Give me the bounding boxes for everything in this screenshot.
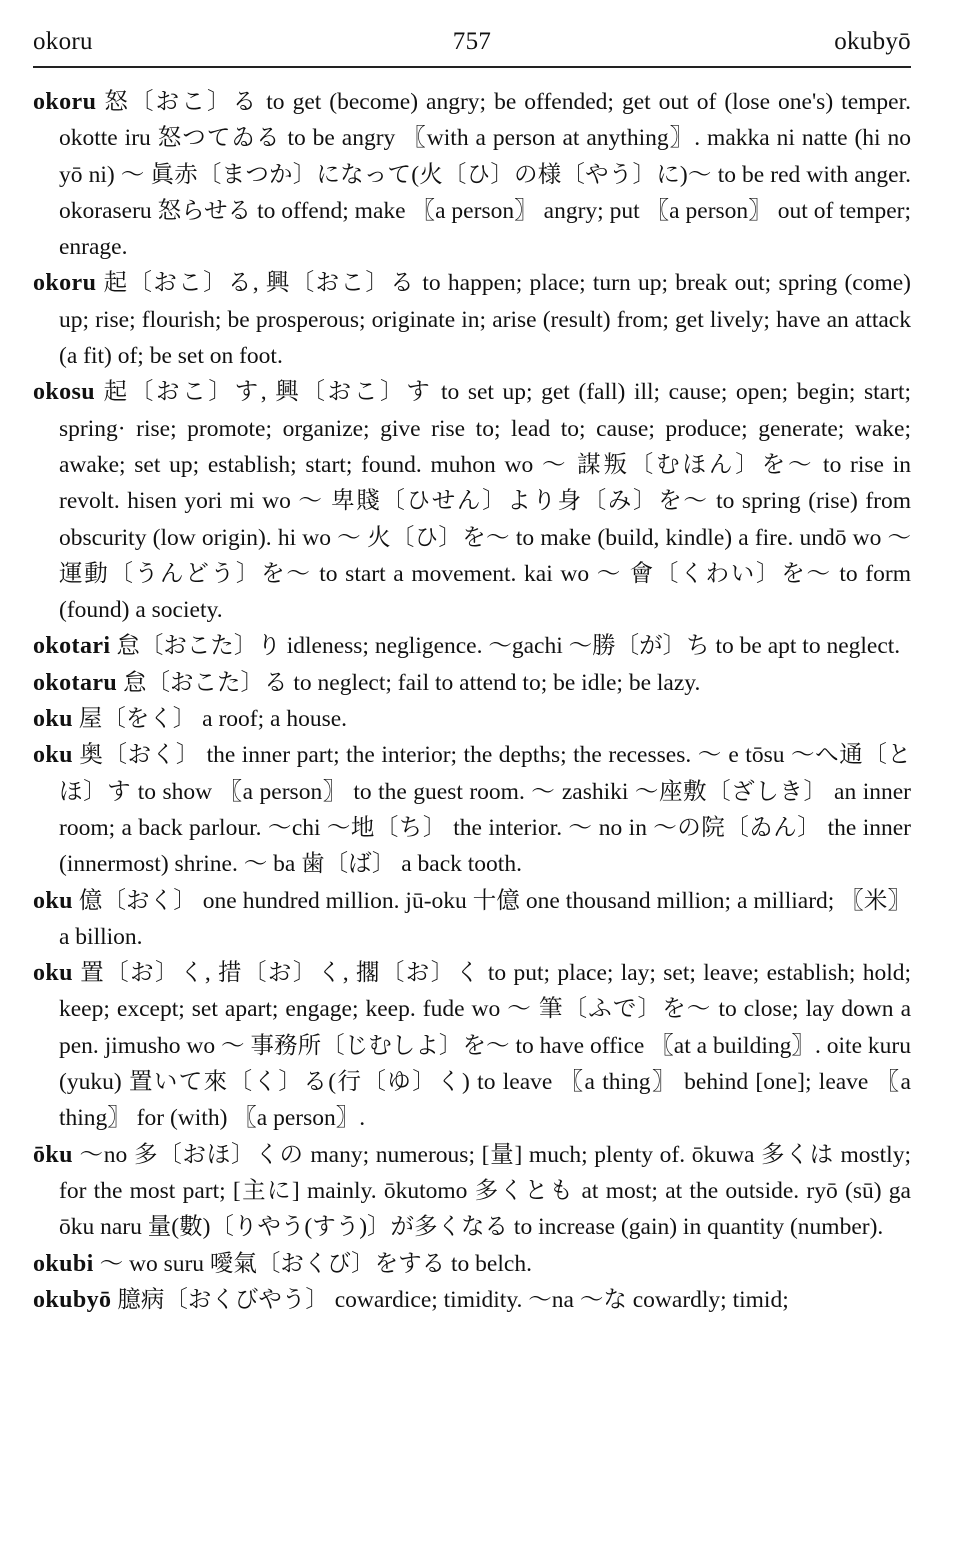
header-guide-word-left: okoru: [33, 28, 93, 55]
entry-definition: 怠〔おこた〕る to neglect; fail to attend to; be idle; be lazy.: [117, 669, 701, 696]
dictionary-entry: [33, 883, 911, 956]
dictionary-entry: [33, 1246, 911, 1282]
headword: okubyō: [33, 1286, 112, 1313]
headword: okotari: [33, 633, 111, 660]
entry-definition: 置〔お〕く, 措〔お〕く, 擱〔お〕く to put; place; lay; set; leave; establish; hold; keep; except; set apart; engage; keep. fude wo ～ 筆〔ふで〕を～ to close; lay down a pen. jimusho wo ～ 事務所〔じむしよ〕を～ to have office 〖at a building〗. oite kuru (yuku) 置いて來〔く〕る(行〔ゆ〕く) to leave 〖a thing〗 behind [one]; leave 〖a thing〗 for (with) 〖a person〗.: [59, 960, 911, 1132]
headword: okoru: [33, 89, 97, 115]
entry-definition: 起〔おこ〕る, 興〔おこ〕る to happen; place; turn up; break out; spring (come) up; rise; flourish; be prosperous; originate in; arise (result) from; get lively; have an attack (a fit) of; be set on foot.: [59, 270, 911, 370]
entry-definition: 怒〔おこ〕る to get (become) angry; be offended; get out of (lose one's) temper. okotte iru 怒つてゐる to be angry 〖with a person at anything〗. makka ni natte (hi no yō ni) ～ 眞赤〔まつか〕になって(火〔ひ〕の様〔やう〕に)～ to be red with anger. okoraseru 怒らせる to offend; make 〖a person〗 angry; put 〖a person〗 out of temper; enrage.: [59, 89, 911, 261]
headword: oku: [33, 960, 73, 987]
headword: okoru: [33, 270, 97, 297]
headword: oku: [33, 887, 73, 914]
dictionary-entry: [33, 737, 911, 882]
dictionary-entry: [33, 265, 911, 374]
entry-definition: 怠〔おこた〕り idleness; negligence. ～gachi ～勝〔が〕ち to be apt to neglect.: [110, 633, 901, 660]
dictionary-entry: [33, 701, 911, 737]
headword: oku: [33, 742, 73, 769]
dictionary-entry: [33, 84, 911, 265]
entry-definition: 起〔おこ〕す, 興〔おこ〕す to set up; get (fall) ill; cause; open; begin; start; spring· rise; promote; organize; give rise to; lead to; cause; produce; generate; wake; awake; set up; establish; start; found. muhon wo ～ 謀叛〔むほん〕を～ to rise in revolt. hisen yori mi wo ～ 卑賤〔ひせん〕より身〔み〕を～ to spring (rise) from obscurity (low origin). hi wo ～ 火〔ひ〕を～ to make (build, kindle) a fire. undō wo ～ 運動〔うんどう〕を～ to start a movement. kai wo ～ 會〔くわい〕を～ to form (found) a society.: [59, 379, 911, 624]
entry-definition: 屋〔をく〕 a roof; a house.: [72, 706, 348, 733]
entry-definition: 奥〔おく〕 the inner part; the interior; the depths; the recesses. ～ e tōsu ～へ通〔とほ〕す to show 〖a person〗 to the guest room. ～ zashiki ～座敷〔ざしき〕 an inner room; a back parlour. ～chi ～地〔ち〕 the interior. ～ no in ～の院〔ゐん〕 the inner (innermost) shrine. ～ ba 歯〔ば〕 a back tooth.: [59, 742, 911, 878]
header-rule: [33, 66, 911, 68]
page-header: [33, 28, 911, 64]
headword: okosu: [33, 379, 96, 406]
dictionary-entry: [33, 628, 911, 664]
page-number: 757: [452, 28, 492, 55]
headword: okotaru: [33, 669, 118, 696]
entry-definition: 臆病〔おくびやう〕 cowardice; timidity. ～na ～な cowardly; timid;: [111, 1286, 789, 1313]
dictionary-entry: [33, 1137, 911, 1246]
entry-definition: 億〔おく〕 one hundred million. jū-oku 十億 one thousand million; a milliard; 〖米〗 a billion.: [59, 887, 911, 950]
dictionary-entry: [33, 1282, 911, 1318]
headword: okubi: [33, 1250, 94, 1277]
entry-definition: ～no 多〔おほ〕くの many; numerous; [量] much; plenty of. ōkuwa 多くは mostly; for the most part; [主に] mainly. ōkutomo 多くとも at most; at the outside. ryō (sū) ga ōku naru 量(數)〔りやう(すう)〕が多くなる to increase (gain) in quantity (number).: [59, 1141, 911, 1241]
headword: ōku: [33, 1141, 73, 1168]
dictionary-entry: [33, 665, 911, 701]
entry-definition: ～ wo suru 噯氣〔おくび〕をする to belch.: [93, 1250, 532, 1277]
dictionary-entry: [33, 955, 911, 1136]
header-guide-word-right: okubyō: [834, 28, 911, 55]
headword: oku: [33, 706, 73, 733]
entry-list: [33, 84, 911, 1318]
dictionary-entry: [33, 374, 911, 628]
dictionary-page: [33, 28, 911, 1528]
